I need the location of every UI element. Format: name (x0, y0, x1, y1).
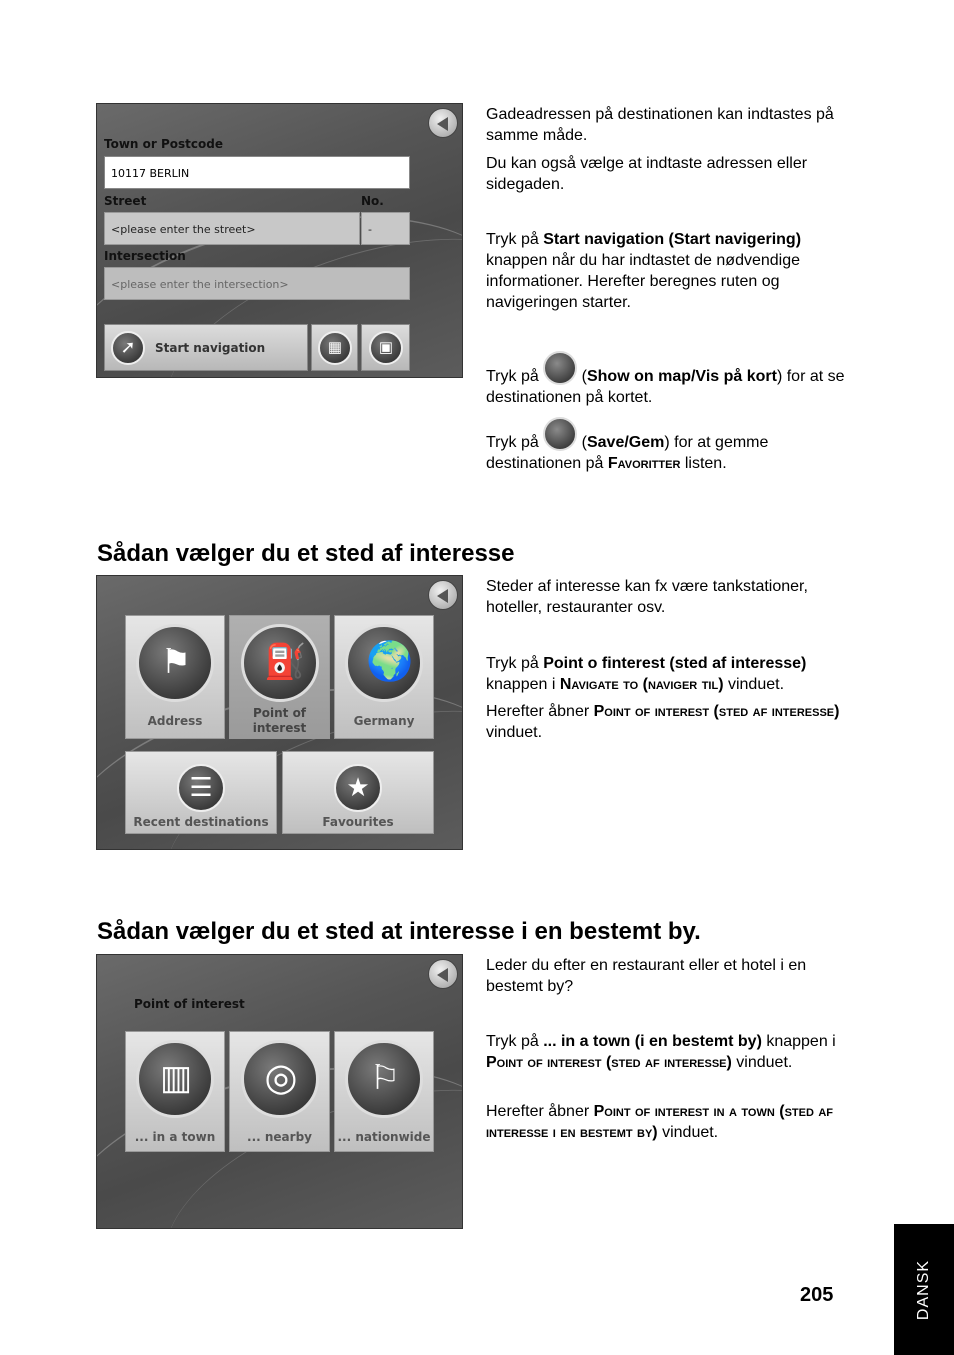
paragraph-town-window-opens (486, 1101, 866, 1143)
nationwide-label: ... nationwide (337, 1130, 431, 1144)
map-glyph: ▦ (327, 339, 343, 356)
nationwide-flags-icon (345, 1040, 423, 1118)
country-tile[interactable] (334, 615, 434, 739)
text: vinduet. (723, 676, 785, 693)
favourites-label: Favourites (322, 815, 394, 829)
intersection-label: Intersection (104, 249, 186, 263)
start-navigation-term: Start navigation (Start navigering) (543, 231, 802, 248)
point-of-interest-window-term: Point of interest (sted af interesse) (486, 1054, 732, 1071)
save-icon (369, 331, 403, 365)
in-a-town-term: ... in a town (i en bestemt by) (543, 1033, 762, 1050)
fuel-pump-icon (241, 624, 319, 702)
recent-destinations-tile[interactable] (125, 751, 277, 834)
text: Tryk på (486, 655, 544, 672)
text: knappen når du har indtastet de nødvendige informationer. Herefter beregnes ruten og navigeringen starter. (486, 252, 801, 311)
text: Tryk på (486, 1033, 544, 1050)
nationwide-tile[interactable] (334, 1031, 434, 1152)
point-of-interest-label: Point of interest (252, 706, 307, 735)
address-entry-screenshot (96, 103, 463, 378)
flags-glyph: ⚐ (369, 1059, 401, 1097)
save-icon (543, 417, 577, 451)
text: Tryk på (486, 434, 544, 451)
nearby-tile[interactable] (229, 1031, 330, 1152)
country-label: Germany (353, 714, 415, 728)
page-number: 205 (800, 1284, 834, 1306)
in-a-town-label: ... in a town (134, 1130, 216, 1144)
in-a-town-tile[interactable] (125, 1031, 225, 1152)
paragraph-tap-in-a-town (486, 1031, 866, 1073)
back-arrow-icon[interactable] (428, 580, 458, 610)
language-tab-label: DANSK (915, 1259, 932, 1320)
list-glyph: ☰ (189, 772, 213, 802)
street-input[interactable]: <please enter the street> (104, 212, 360, 245)
address-label: Address (147, 714, 203, 728)
show-on-map-icon (543, 351, 577, 385)
buildings-glyph: ▥ (159, 1059, 193, 1097)
target-glyph: ◎ (264, 1057, 298, 1099)
back-arrow-icon[interactable] (428, 108, 458, 138)
point-of-interest-screenshot (96, 954, 463, 1229)
navigate-to-term: Navigate to (naviger til) (559, 676, 724, 693)
show-on-map-icon (318, 331, 352, 365)
paragraph-start-navigation (486, 229, 866, 313)
floppy-glyph: ▣ (378, 339, 394, 356)
favourites-star-icon (334, 764, 382, 812)
text: listen. (680, 455, 727, 472)
address-flag-icon (136, 624, 214, 702)
paragraph-save (486, 417, 866, 474)
town-input[interactable]: 10117 BERLIN (104, 156, 410, 189)
text: Herefter åbner (486, 703, 594, 720)
favourites-term: Favoritter (607, 455, 681, 472)
text: Herefter åbner (486, 1103, 594, 1120)
screen-title: Point of interest (134, 997, 245, 1011)
poi-in-a-town-window-term: Point of interest in a town (sted af interesse i en bestemt by) (486, 1103, 834, 1141)
globe-glyph: 🌍 (366, 641, 414, 683)
globe-icon (345, 624, 423, 702)
show-on-map-button[interactable] (311, 324, 358, 371)
text: vinduet. (731, 1054, 793, 1071)
navigate-to-screenshot (96, 575, 463, 850)
flag-glyph: ⚑ (160, 643, 192, 681)
text: vinduet. (486, 724, 543, 741)
start-navigation-label: Start navigation (155, 341, 266, 355)
save-button[interactable] (361, 324, 410, 371)
town-buildings-icon (136, 1040, 214, 1118)
language-tab (894, 1224, 954, 1355)
paragraph-show-on-map (486, 351, 866, 408)
paragraph-looking-for: Leder du efter en restaurant eller et hotel i en bestemt by? (486, 957, 807, 995)
paragraph-side-street: Du kan også vælge at indtaste adressen eller sidegaden. (486, 155, 808, 193)
paragraph-poi-opens (486, 701, 866, 743)
house-number-label: No. (361, 194, 384, 208)
back-arrow-icon[interactable] (428, 959, 458, 989)
show-on-map-term: Show on map/Vis på kort (586, 368, 777, 385)
star-glyph: ★ (346, 772, 370, 802)
text: knappen i (486, 676, 560, 693)
house-number-input[interactable]: - (361, 212, 410, 245)
fuel-glyph: ⛽ (264, 643, 307, 681)
arrow-glyph: ➚ (120, 337, 136, 357)
intersection-input[interactable]: <please enter the intersection> (104, 267, 410, 300)
nearby-label: ... nearby (247, 1130, 312, 1144)
favourites-tile[interactable] (282, 751, 434, 834)
paragraph-street-entry: Gadeadressen på destinationen kan indtastes på samme måde. (486, 106, 834, 144)
town-label: Town or Postcode (104, 137, 223, 151)
recent-destinations-label: Recent destinations (133, 815, 269, 829)
paragraph-tap-poi (486, 653, 866, 695)
section-heading-poi: Sådan vælger du et sted af interesse (97, 540, 515, 567)
recent-list-icon (177, 764, 225, 812)
section-heading-poi-town: Sådan vælger du et sted at interesse i en bestemt by. (97, 918, 701, 945)
start-navigation-button[interactable] (104, 324, 308, 371)
text: knappen i (761, 1033, 836, 1050)
point-of-interest-window-term: Point of interest (sted af interesse) (593, 703, 840, 720)
text: ) for at gemme destinationen på (486, 434, 769, 472)
street-label: Street (104, 194, 147, 208)
text: Tryk på (486, 231, 544, 248)
save-term: Save/Gem (586, 434, 665, 451)
nearby-target-icon (241, 1040, 319, 1118)
text: ( (577, 368, 587, 385)
text: Tryk på (486, 368, 544, 385)
text: ( (577, 434, 587, 451)
text: vinduet. (657, 1124, 719, 1141)
paragraph-poi-examples: Steder af interesse kan fx være tankstationer, hoteller, restauranter osv. (486, 578, 808, 616)
address-tile[interactable] (125, 615, 225, 739)
text: ) for at se destinationen på kortet. (486, 368, 845, 406)
point-of-interest-tile[interactable] (229, 615, 330, 739)
start-navigation-icon (111, 331, 145, 365)
point-of-interest-term: Point o finterest (sted af interesse) (543, 655, 807, 672)
